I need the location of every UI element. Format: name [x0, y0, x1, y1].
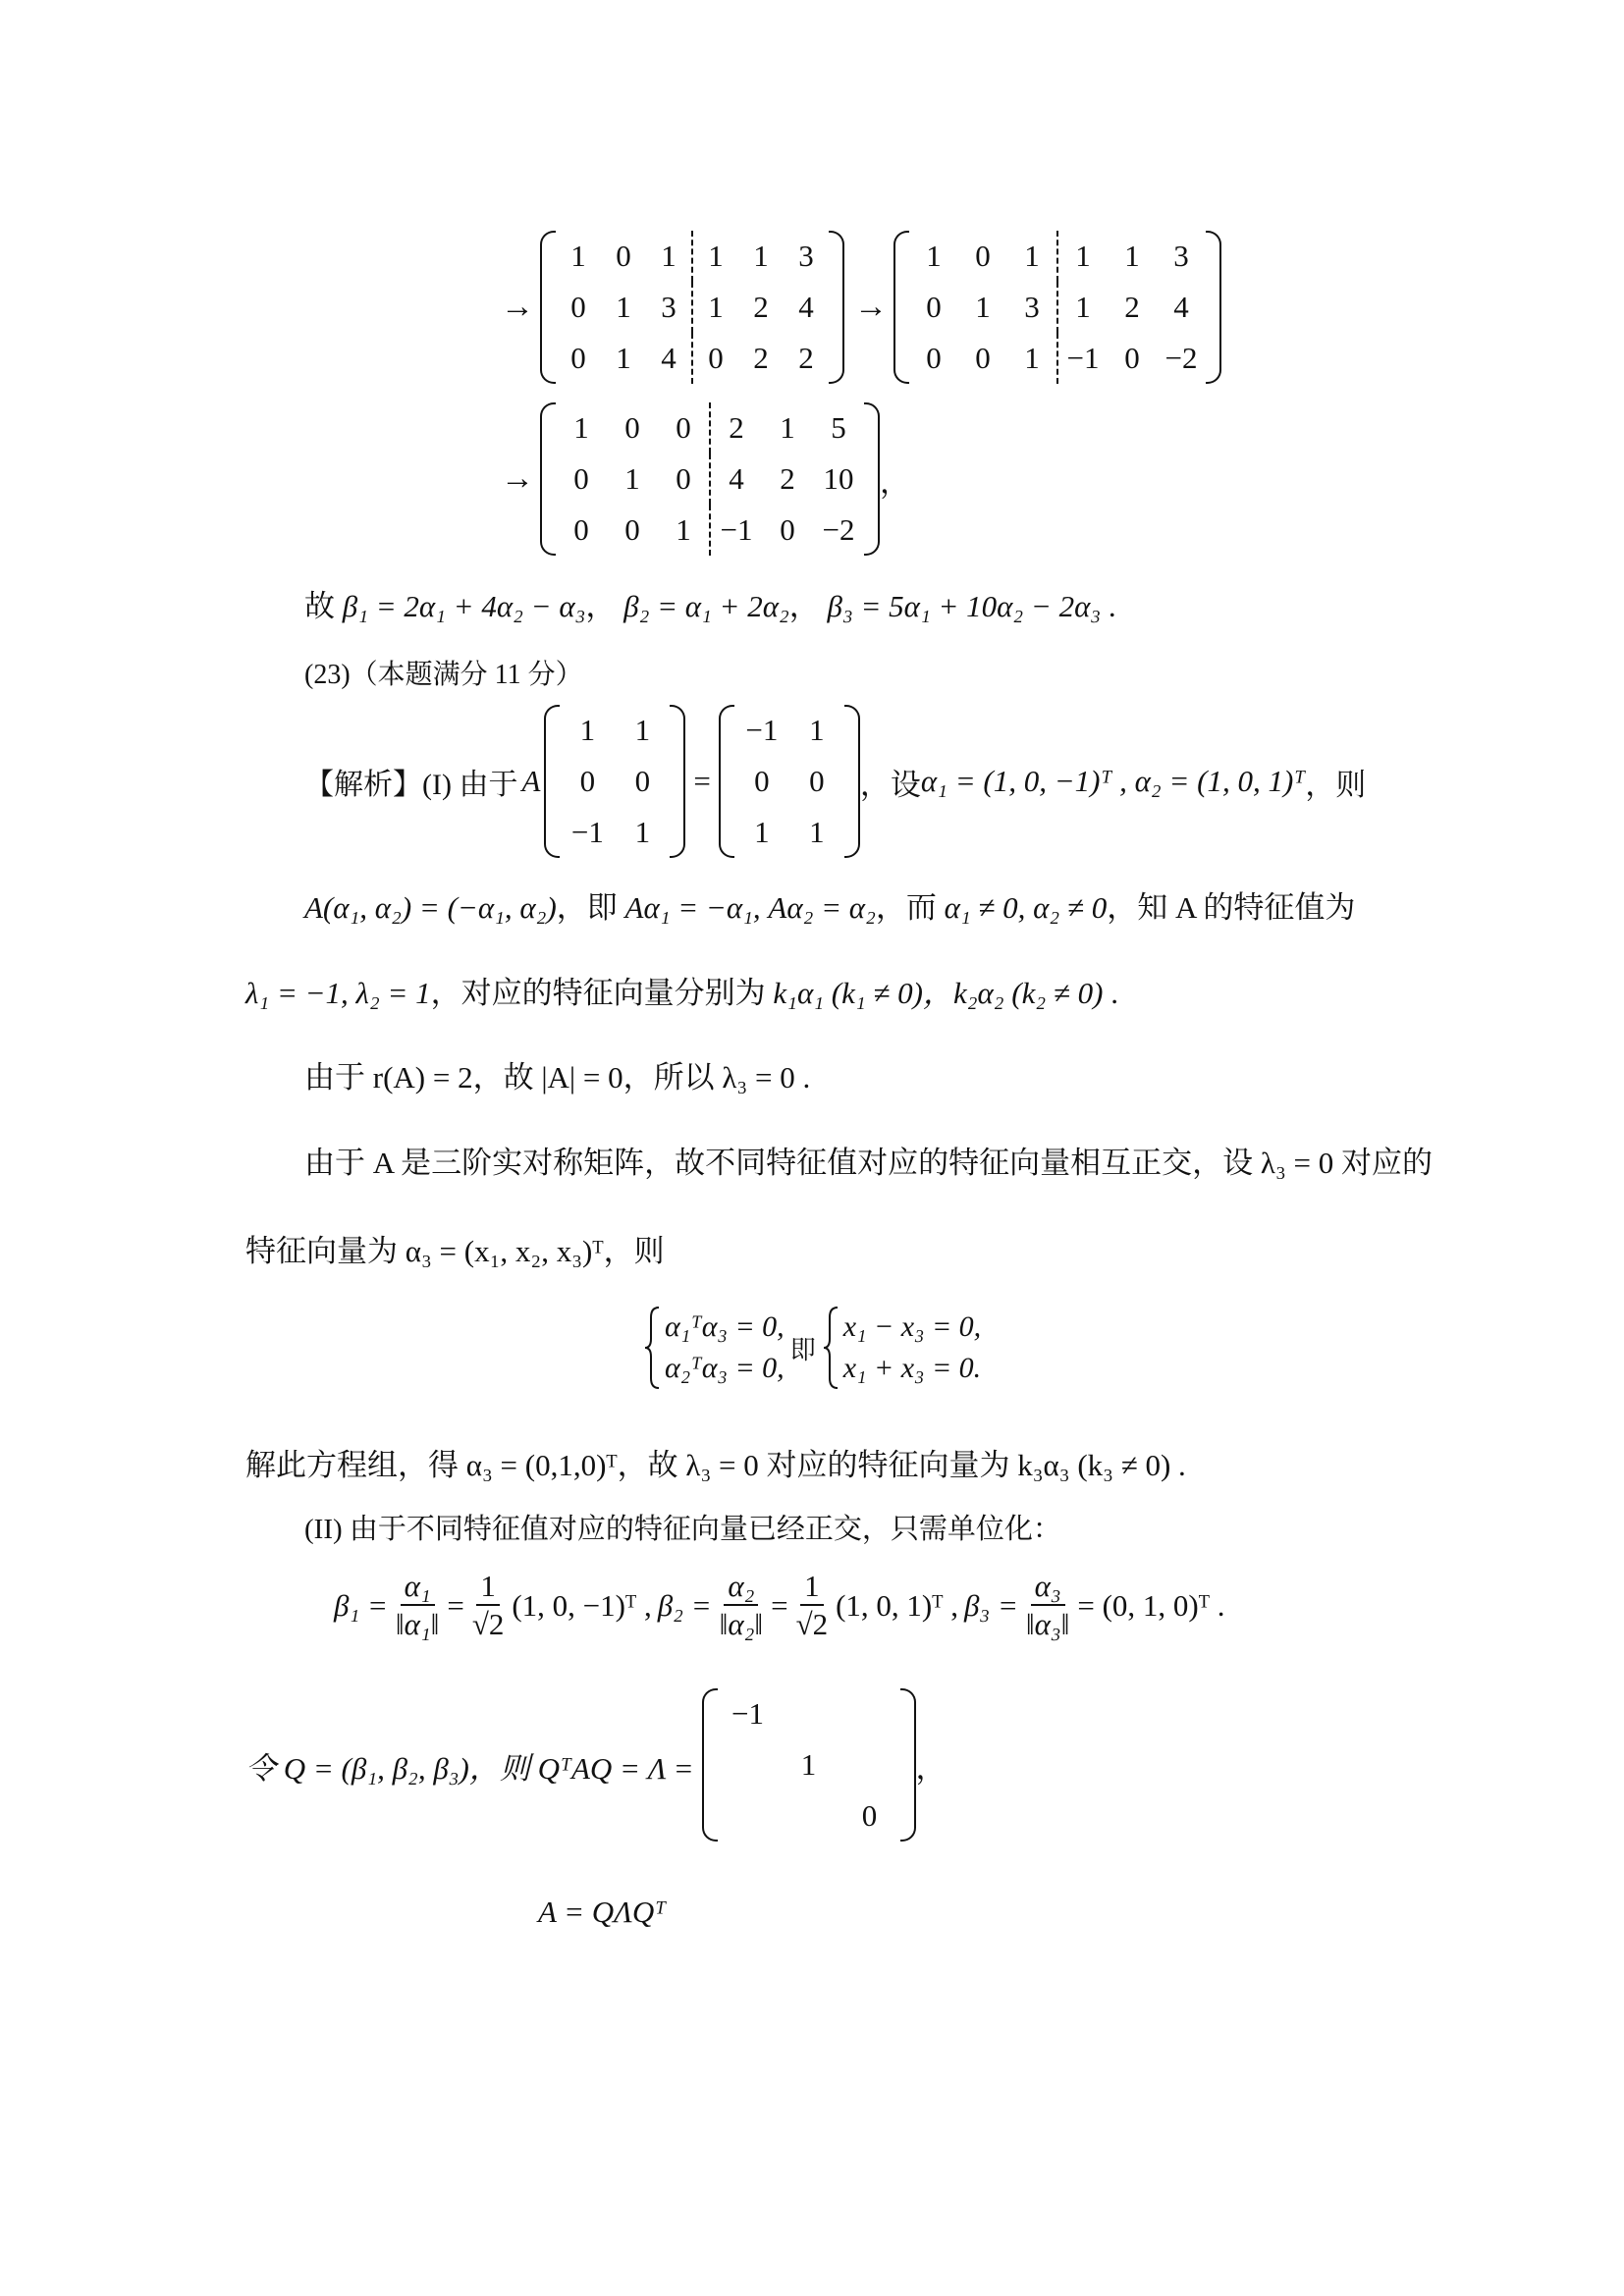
matrix-cell: 1	[754, 815, 770, 849]
matrix-cell: 1	[634, 815, 651, 849]
matrix-cell: 0	[570, 341, 586, 375]
matrix-cell: 1	[676, 512, 691, 547]
alpha-definition: α₁ = (1, 0, −1)ᵀ , α₂ = (1, 0, 1)ᵀ	[920, 764, 1306, 798]
lambda-matrix	[702, 1688, 916, 1842]
matrix-row	[909, 231, 1206, 282]
matrix-cell	[779, 1688, 839, 1739]
matrix-cell: −2	[822, 512, 855, 547]
matrix-cell: 1	[692, 282, 738, 333]
matrix-row	[718, 1688, 900, 1739]
matrix-cell	[839, 1688, 900, 1739]
equation-system	[643, 1306, 981, 1390]
matrix-cell: 5	[831, 410, 846, 445]
matrix-cell: −1	[570, 815, 604, 849]
matrix-cell: 2	[710, 402, 762, 454]
arrow: →	[501, 289, 534, 325]
conclusion-prefix: 故	[304, 589, 335, 623]
matrix-cell: 1	[1024, 239, 1040, 273]
final-formula: A = QΛQᵀ	[538, 1895, 667, 1929]
system-connector: 即	[789, 1335, 816, 1364]
matrix-cell: 4	[798, 290, 814, 324]
matrix-cell: 0	[676, 410, 691, 445]
augmented-matrix-3	[540, 402, 880, 556]
augmented-matrix-2	[893, 231, 1221, 384]
matrix-cell: 3	[661, 290, 677, 324]
matrix-cell: 0	[692, 333, 738, 384]
matrix-row	[556, 402, 864, 454]
beta3-expression: β₃ = 5α₁ + 10α₂ − 2α₃	[827, 589, 1102, 623]
matrix-cell: 3	[1173, 239, 1189, 273]
matrix-row	[909, 282, 1206, 333]
matrix-cell: 1	[753, 239, 769, 273]
matrix-cell: 1	[661, 239, 677, 273]
matrix-cell: 0	[926, 341, 942, 375]
matrix-cell: 1	[624, 461, 640, 496]
part1-line6: 特征向量为 α₃ = (x₁, x₂, x₃)ᵀ，则	[245, 1234, 665, 1268]
augmented-matrix-1	[540, 231, 844, 384]
system-left-eq-1: α₁ᵀα₃ = 0,	[665, 1310, 785, 1343]
matrix-cell: −2	[1164, 341, 1198, 375]
matrix-cell: 10	[823, 461, 854, 496]
matrix-row	[556, 454, 864, 505]
matrix-row	[718, 1739, 900, 1790]
row-op-line-2	[501, 402, 910, 556]
matrix-row	[909, 333, 1206, 384]
matrix-row	[560, 705, 670, 756]
matrix-cell: −1	[710, 505, 762, 556]
matrix-cell: 1	[1124, 239, 1140, 273]
matrix-cell: 0	[570, 290, 586, 324]
matrix-cell: 0	[975, 341, 991, 375]
matrix-cell: 3	[798, 239, 814, 273]
matrix-cell: 1	[780, 410, 795, 445]
matrix-cell: 1	[616, 290, 631, 324]
matrix-cell	[779, 1790, 839, 1842]
arrow: →	[501, 460, 534, 497]
matrix-cell: 1	[1057, 282, 1108, 333]
matrix-row	[560, 756, 670, 807]
matrix-cell: 0	[676, 461, 691, 496]
system-right-eq-2: x₁ + x₃ = 0.	[842, 1352, 982, 1384]
part1-line1: 【解析】(I) 由于 A 1 1 0 0 −1 1 = −1 1 0 0 1 1 ，设 α₁ = (1, 0, −1)ᵀ , α₂ = (1, 0, 1)ᵀ ，则	[304, 705, 1366, 858]
matrix-cell: 1	[616, 341, 631, 375]
matrix-cell: 0	[1124, 341, 1140, 375]
matrix-cell: 1	[573, 410, 589, 445]
row-op-line-1	[501, 231, 1221, 384]
matrix-cell: 2	[1124, 290, 1140, 324]
q-definition: 令 Q = (β₁, β₂, β₃)，则 QᵀAQ = Λ = −1 1 0 ，	[245, 1688, 947, 1842]
matrix-cell: 0	[926, 290, 942, 324]
normalization-formulas: β₁ = $\frac{\text{α₁}}{\text{‖α₁‖}}$ = $\frac{1}{√2}$ (1, 0, −1)ᵀ , β₂ = $\frac{\text{α₂}}{\text{‖α₂‖}}$ = $\frac{1}{√2}$ (1, 0, 1)ᵀ , β₃ = $\frac{\text{α₃}}{\text{‖α₃‖}}$ = (0, 1, 0)ᵀ .	[334, 1569, 1225, 1641]
matrix-cell: −1	[731, 1696, 765, 1731]
matrix-cell: 1	[579, 713, 596, 747]
matrix-cell: 1	[800, 1747, 817, 1782]
matrix-cell: 0	[809, 764, 825, 798]
matrix-row	[718, 1790, 900, 1842]
beta1-expression: β₁ = 2α₁ + 4α₂ − α₃	[342, 589, 586, 623]
matrix-cell: 1	[1024, 341, 1040, 375]
trailing-comma: ，	[880, 464, 910, 500]
matrix-cell: 1	[809, 713, 825, 747]
part2-line1: (II) 由于不同特征值对应的特征向量已经正交，只需单位化：	[304, 1514, 1061, 1545]
matrix-cell: 0	[624, 512, 640, 547]
matrix-cell: 2	[753, 290, 769, 324]
part1-line5: 由于 A 是三阶实对称矩阵，故不同特征值对应的特征向量相互正交，设 λ₃ = 0 对应的	[304, 1146, 1433, 1180]
conclusion-line: 故 β₁ = 2α₁ + 4α₂ − α₃， β₂ = α₁ + 2α₂， β₃ = 5α₁ + 10α₂ − 2α₃ .	[304, 589, 1116, 623]
matrix-cell: 0	[754, 764, 770, 798]
matrix-row	[556, 505, 864, 556]
matrix-cell: 1	[926, 239, 942, 273]
matrix-cell: 4	[1173, 290, 1189, 324]
matrix-row	[556, 282, 829, 333]
matrix-cell	[718, 1739, 779, 1790]
matrix-cell: −1	[1057, 333, 1108, 384]
matrix-row	[734, 807, 844, 858]
matrix-cell: 0	[616, 239, 631, 273]
matrix-cell: 1	[1057, 231, 1108, 282]
matrix-cell: 1	[634, 713, 651, 747]
matrix-cell: 0	[861, 1798, 878, 1833]
matrix-cell: 1	[975, 290, 991, 324]
part1-line2: A(α₁, α₂) = (−α₁, α₂)，即 Aα₁ = −α₁, Aα₂ = α₂，而 α₁ ≠ 0, α₂ ≠ 0，知 A 的特征值为	[304, 890, 1356, 925]
matrix-cell: 0	[624, 410, 640, 445]
matrix-cell: 3	[1024, 290, 1040, 324]
arrow: →	[854, 289, 888, 325]
system-left-eq-2: α₂ᵀα₃ = 0,	[665, 1352, 785, 1384]
matrix-cell: 2	[798, 341, 814, 375]
matrix-cell: 0	[634, 764, 651, 798]
beta2-expression: β₂ = α₁ + 2α₂	[623, 589, 789, 623]
matrix-cell: 0	[780, 512, 795, 547]
solution-label: 【解析】(I) 由于	[304, 769, 518, 801]
matrix-cell: −1	[745, 713, 779, 747]
matrix-row	[556, 333, 829, 384]
part1-line7: 解此方程组，得 α₃ = (0,1,0)ᵀ，故 λ₃ = 0 对应的特征向量为 k₃α₃ (k₃ ≠ 0) .	[245, 1448, 1186, 1482]
problem-header: (23)（本题满分 11 分）	[304, 660, 583, 690]
matrix-cell: 2	[780, 461, 795, 496]
matrix-cell: 1	[570, 239, 586, 273]
matrix-row	[734, 756, 844, 807]
matrix-cell: 1	[692, 231, 738, 282]
matrix-cell: 0	[573, 461, 589, 496]
matrix-cell: 4	[710, 454, 762, 505]
matrix-cell: 0	[975, 239, 991, 273]
matrix-cell	[839, 1739, 900, 1790]
part1-line4: 由于 r(A) = 2，故 |A| = 0，所以 λ₃ = 0 .	[304, 1060, 811, 1095]
part1-line3: λ₁ = −1, λ₂ = 1，对应的特征向量分别为 k₁α₁ (k₁ ≠ 0)，k₂α₂ (k₂ ≠ 0) .	[245, 976, 1118, 1010]
matrix-cell: 0	[579, 764, 596, 798]
left-brace-icon	[643, 1306, 661, 1390]
matrix-cell: 2	[753, 341, 769, 375]
matrix-cell: 0	[573, 512, 589, 547]
matrix-row	[560, 807, 670, 858]
system-right-eq-1: x₁ − x₃ = 0,	[842, 1310, 982, 1343]
matrix-row	[556, 231, 829, 282]
matrix-left	[544, 705, 685, 858]
matrix-row	[734, 705, 844, 756]
matrix-cell: 4	[661, 341, 677, 375]
matrix-right	[719, 705, 860, 858]
left-brace-icon	[822, 1306, 839, 1390]
matrix-cell	[718, 1790, 779, 1842]
matrix-cell: 1	[809, 815, 825, 849]
